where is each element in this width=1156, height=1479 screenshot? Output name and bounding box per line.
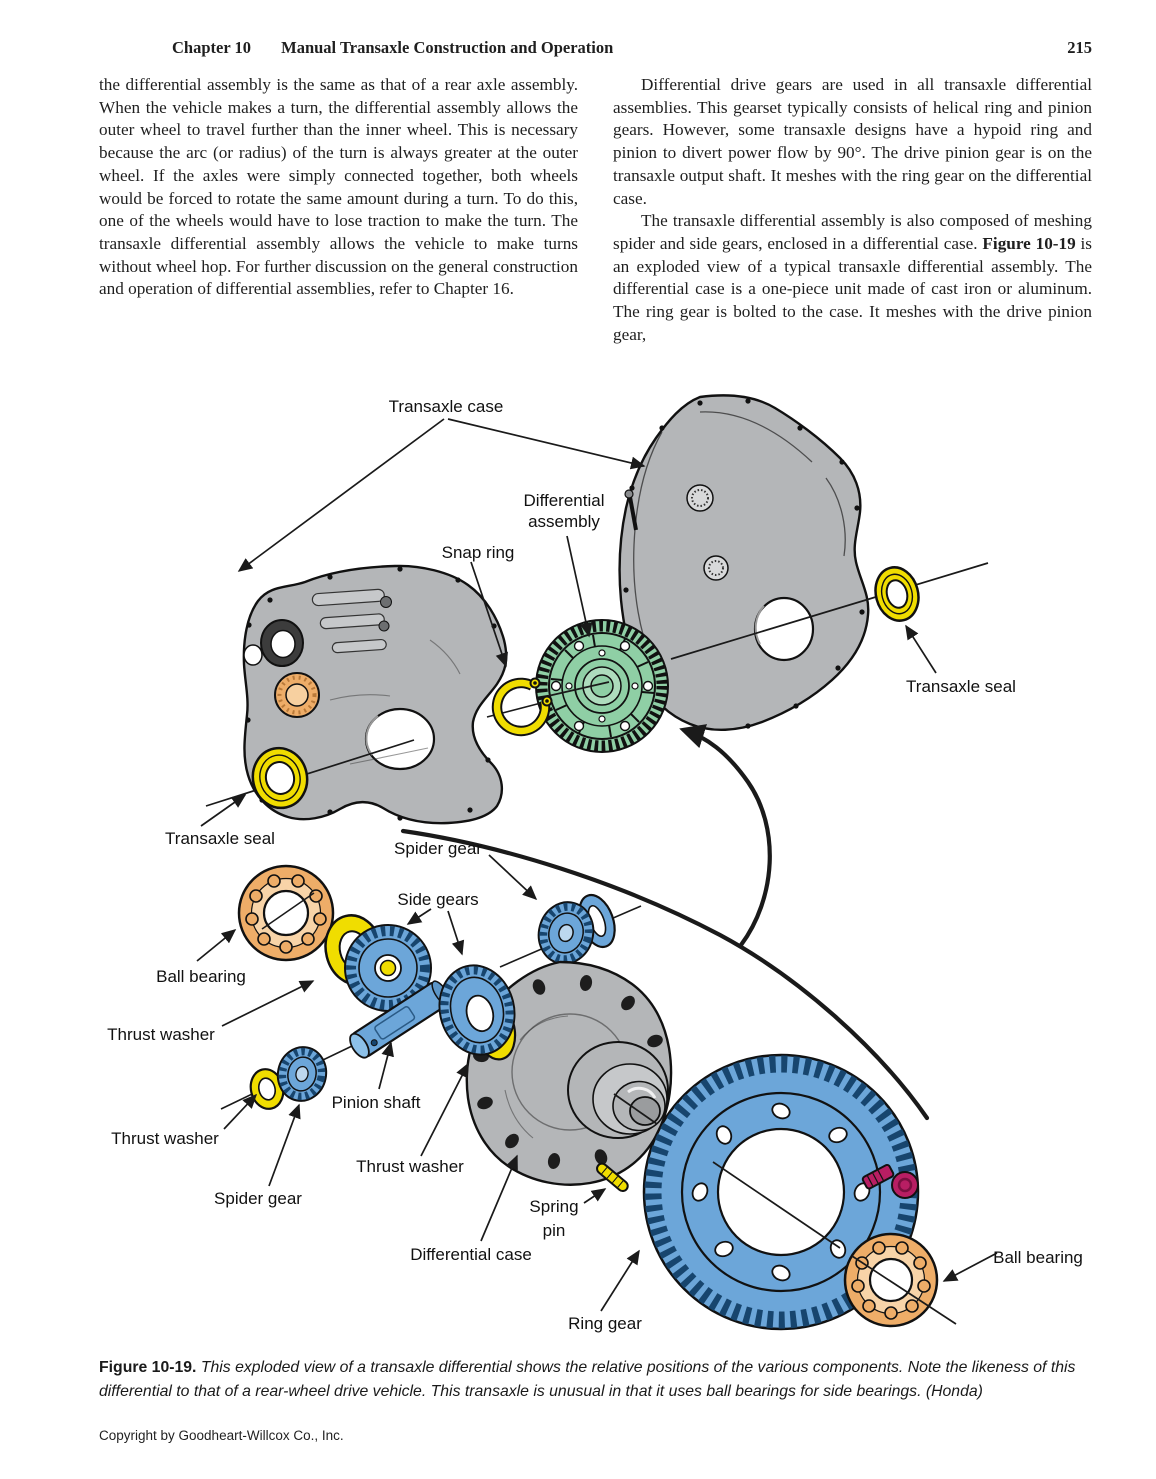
label-pinion-shaft: Pinion shaft — [331, 1093, 421, 1112]
chapter-label: Chapter 10 — [172, 38, 251, 57]
figure-caption-body: This exploded view of a transaxle differential shows the relative positions of the various components. Note the likeness of this differential to that of a rear-wheel drive vehicle. This transaxle is unusual in that it uses ball bearings for side bearings. (Honda) — [99, 1359, 1076, 1400]
body-column-right — [613, 74, 1092, 346]
label-transaxle-seal-right: Transaxle seal — [906, 677, 1016, 696]
label-ball-bearing-right: Ball bearing — [993, 1248, 1083, 1267]
figure-reference: Figure 10-19 — [982, 233, 1076, 253]
paragraph: Differential drive gears are used in all transaxle differential assemblies. This gearset typically consists of helical ring and pinion gears. However, some transaxle designs have a hypoid ring and pinion to divert power flow by 90°. The drive pinion gear is on the transaxle output shaft. It meshes with the ring gear on the differential case. — [613, 75, 1092, 208]
paragraph — [613, 210, 1092, 346]
label-differential-assembly-2: assembly — [528, 512, 600, 531]
exploded-view-illustration — [95, 385, 1105, 1347]
page-header — [99, 38, 1092, 58]
label-snap-ring: Snap ring — [441, 543, 515, 562]
label-thrust-washer-2: Thrust washer — [111, 1129, 219, 1148]
label-transaxle-case: Transaxle case — [388, 397, 504, 416]
label-spider-gear-lower: Spider gear — [214, 1189, 302, 1208]
figure-caption-text — [99, 1359, 1075, 1400]
label-transaxle-seal-left: Transaxle seal — [165, 829, 275, 848]
copyright-line: Copyright by Goodheart-Willcox Co., Inc. — [99, 1428, 344, 1443]
transaxle-seal-right-illustration — [870, 562, 925, 625]
body-text — [99, 74, 1093, 346]
paragraph-text: is an exploded view of a typical transaxle differential assembly. The differential case is a one-piece unit made of cast iron or aluminum. The ring gear is bolted to the case. It meshes with the drive pinion gear, — [613, 233, 1092, 344]
label-side-gears: Side gears — [397, 890, 479, 909]
label-differential-case: Differential case — [410, 1245, 532, 1264]
label-spring-pin-2: pin — [542, 1221, 566, 1240]
label-thrust-washer-3: Thrust washer — [356, 1157, 464, 1176]
ball-bearing-left-illustration — [239, 866, 333, 960]
label-ball-bearing-left: Ball bearing — [156, 967, 246, 986]
assembly-direction-arrow — [684, 730, 770, 945]
body-column-left — [99, 74, 578, 346]
figure-caption — [99, 1356, 1094, 1403]
label-spider-gear-upper: Spider gear — [394, 839, 482, 858]
ball-bearing-right-illustration — [845, 1234, 937, 1326]
label-spring-pin-1: Spring — [529, 1197, 579, 1216]
chapter-title: Manual Transaxle Construction and Operation — [281, 38, 614, 57]
label-ring-gear: Ring gear — [568, 1314, 642, 1333]
differential-assembly-illustration — [536, 620, 668, 752]
figure-caption-label: Figure 10-19. — [99, 1359, 197, 1376]
label-thrust-washer-1: Thrust washer — [107, 1025, 215, 1044]
page-number: 215 — [1067, 38, 1092, 57]
label-differential-assembly-1: Differential — [523, 491, 605, 510]
paragraph-text: The transaxle differential assembly is also composed of meshing spider and side gears, enclosed in a differential case. — [613, 211, 1092, 253]
paragraph: the differential assembly is the same as that of a rear axle assembly. When the vehicle makes a turn, the differential assembly allows the outer wheel to travel further than the inner wheel. This is necessary because the arc (or radius) of the turn is always greater at the outer wheel. If the axles were simply connected together, both wheels would be forced to rotate the same amount during a turn. To do this, one of the wheels would have to lose traction to make the turn. The transaxle differential assembly allows the vehicle to make turns without wheel hop. For further discussion on the general construction and operation of differential assemblies, refer to Chapter 16. — [99, 75, 578, 299]
